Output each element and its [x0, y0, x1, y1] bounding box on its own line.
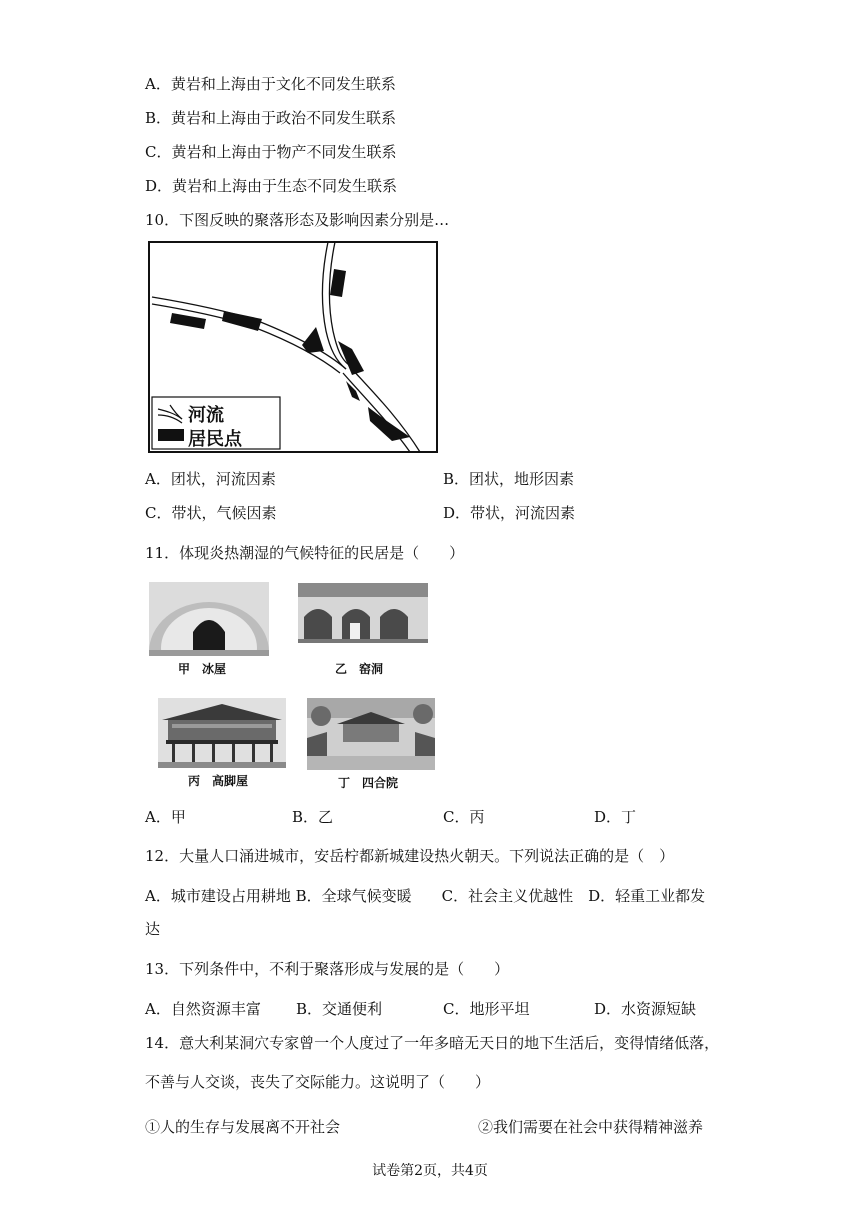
- q13-option-b: B．交通便利: [296, 1000, 383, 1018]
- settlement-river-map: [148, 241, 438, 453]
- q12-stem: 12．大量人口涌进城市，安岳柠都新城建设热火朝天。下列说法正确的是（ ）: [145, 847, 675, 865]
- q13-stem: 13．下列条件中，不利于聚落形成与发展的是（ ）: [145, 960, 510, 978]
- q14-stem-line2: 不善与人交谈，丧失了交际能力。这说明了（ ）: [145, 1073, 491, 1091]
- igloo-photo: [149, 582, 269, 656]
- q11-option-a: A．甲: [145, 808, 186, 826]
- q12-options-line2: 达: [145, 920, 161, 938]
- legend-settlement-label: 居民点: [188, 429, 242, 450]
- page-footer: 试卷第2页，共4页: [372, 1163, 488, 1179]
- q10-option-c: C．带状，气候因素: [145, 504, 277, 522]
- q9-option-a: A．黄岩和上海由于文化不同发生联系: [145, 75, 396, 93]
- caption-courtyard-house: 丁 四合院: [338, 776, 399, 790]
- q9-option-b: B．黄岩和上海由于政治不同发生联系: [145, 109, 397, 127]
- q10-option-d: D．带状，河流因素: [443, 504, 576, 522]
- q10-option-a: A．团状，河流因素: [145, 470, 276, 488]
- q13-option-a: A．自然资源丰富: [145, 1000, 261, 1018]
- q11-option-c: C．丙: [443, 808, 485, 826]
- caption-igloo: 甲 冰屋: [178, 662, 227, 676]
- q11-option-d: D．丁: [594, 808, 637, 826]
- q13-option-c: C．地形平坦: [443, 1000, 530, 1018]
- q12-options-line1: A．城市建设占用耕地 B．全球气候变暖 C．社会主义优越性 D．轻重工业都发: [145, 887, 706, 905]
- q14-stem-line1: 14．意大利某洞穴专家曾一个人度过了一年多暗无天日的地下生活后，变得情绪低落，: [145, 1034, 720, 1052]
- caption-cave-dwelling: 乙 窑洞: [335, 662, 384, 676]
- q10-stem: 10．下图反映的聚落形态及影响因素分别是…: [145, 211, 450, 229]
- courtyard-house-photo: [307, 698, 435, 770]
- q9-option-c: C．黄岩和上海由于物产不同发生联系: [145, 143, 397, 161]
- q13-option-d: D．水资源短缺: [594, 1000, 697, 1018]
- legend-river-label: 河流: [188, 405, 224, 426]
- q9-option-d: D．黄岩和上海由于生态不同发生联系: [145, 177, 398, 195]
- cave-dwelling-photo: [298, 583, 428, 643]
- q11-option-b: B．乙: [292, 808, 334, 826]
- caption-stilt-house: 丙 高脚屋: [188, 774, 249, 788]
- q14-statement-2: ②我们需要在社会中获得精神滋养: [478, 1118, 704, 1136]
- q14-statement-1: ①人的生存与发展离不开社会: [145, 1118, 341, 1136]
- q10-option-b: B．团状，地形因素: [443, 470, 575, 488]
- q11-stem: 11．体现炎热潮湿的气候特征的民居是（ ）: [145, 544, 465, 562]
- stilt-house-photo: [158, 698, 286, 768]
